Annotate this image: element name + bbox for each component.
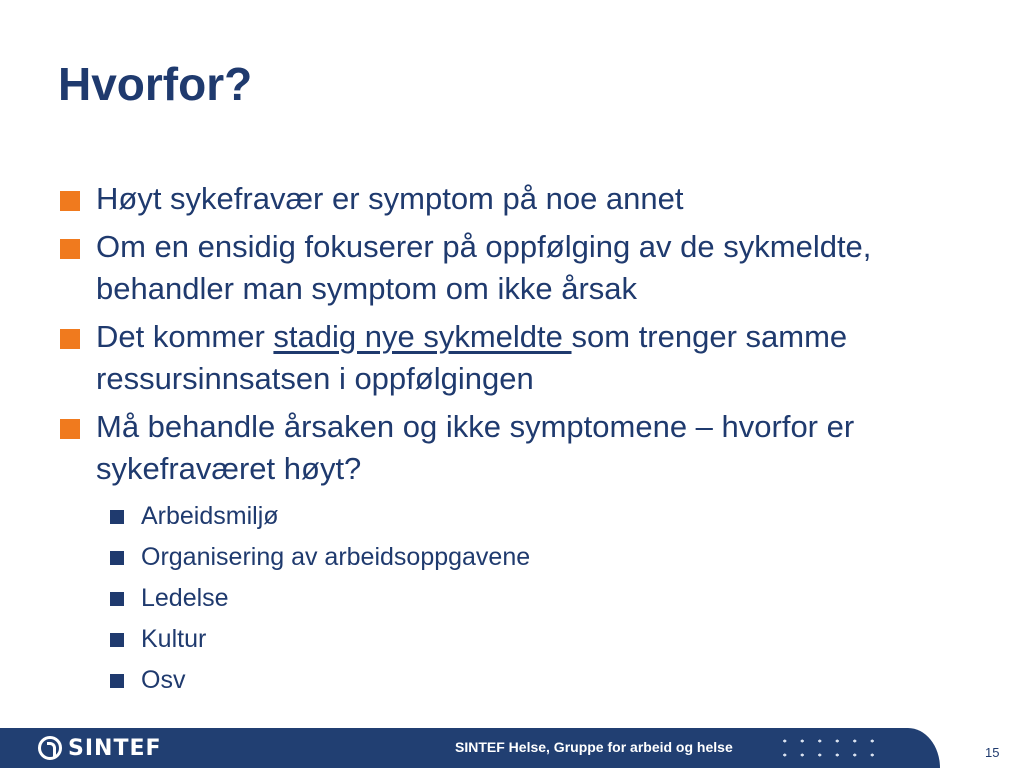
bullet-square-icon [60,329,80,349]
bullet-item [58,226,978,310]
sub-bullet-text: Arbeidsmiljø [141,502,279,530]
bullet-item [58,406,978,701]
sub-bullet-item [96,537,978,578]
bullet-item [58,316,978,400]
bullet-list [58,178,978,707]
sub-bullet-text: Organisering av arbeidsoppgavene [141,543,531,571]
sub-bullet-text: Ledelse [141,584,229,612]
sub-bullet-item [96,578,978,619]
bullet-text-underlined: stadig nye sykmeldte [273,319,572,354]
bullet-square-icon [60,239,80,259]
page-number: 15 [985,745,1000,760]
dot-pattern-decoration [776,734,882,764]
slide-title: Hvorfor? [58,58,253,110]
bullet-square-icon [60,191,80,211]
footer-text: SINTEF Helse, Gruppe for arbeid og helse [455,739,733,755]
bullet-text: Høyt sykefravær er symptom på noe annet [96,181,684,216]
sub-bullet-item [96,660,978,701]
bullet-text-start: Det kommer [96,319,274,354]
sub-bullet-square-icon [110,592,124,606]
sintef-logo [38,735,162,761]
bullet-text-end: som trenger samme ressursinnsatsen i oppfølgingen [96,319,848,396]
bullet-item [58,178,978,220]
bullet-text: Må behandle årsaken og ikke symptomene – hvorfor er sykefraværet høyt? [96,409,855,486]
sub-bullet-square-icon [110,633,124,647]
slide-footer [0,728,1024,768]
sub-bullet-square-icon [110,674,124,688]
logo-text: SINTEF [68,735,162,761]
sub-bullet-text: Kultur [141,625,207,653]
sub-bullet-square-icon [110,510,124,524]
sub-bullet-list [96,496,978,701]
sintef-logo-icon [38,736,62,760]
sub-bullet-item [96,496,978,537]
bullet-square-icon [60,419,80,439]
sub-bullet-square-icon [110,551,124,565]
sub-bullet-item [96,619,978,660]
bullet-text: Om en ensidig fokuserer på oppfølging av de sykmeldte, behandler man symptom om ikke årsak [96,229,872,306]
sub-bullet-text: Osv [141,666,186,694]
